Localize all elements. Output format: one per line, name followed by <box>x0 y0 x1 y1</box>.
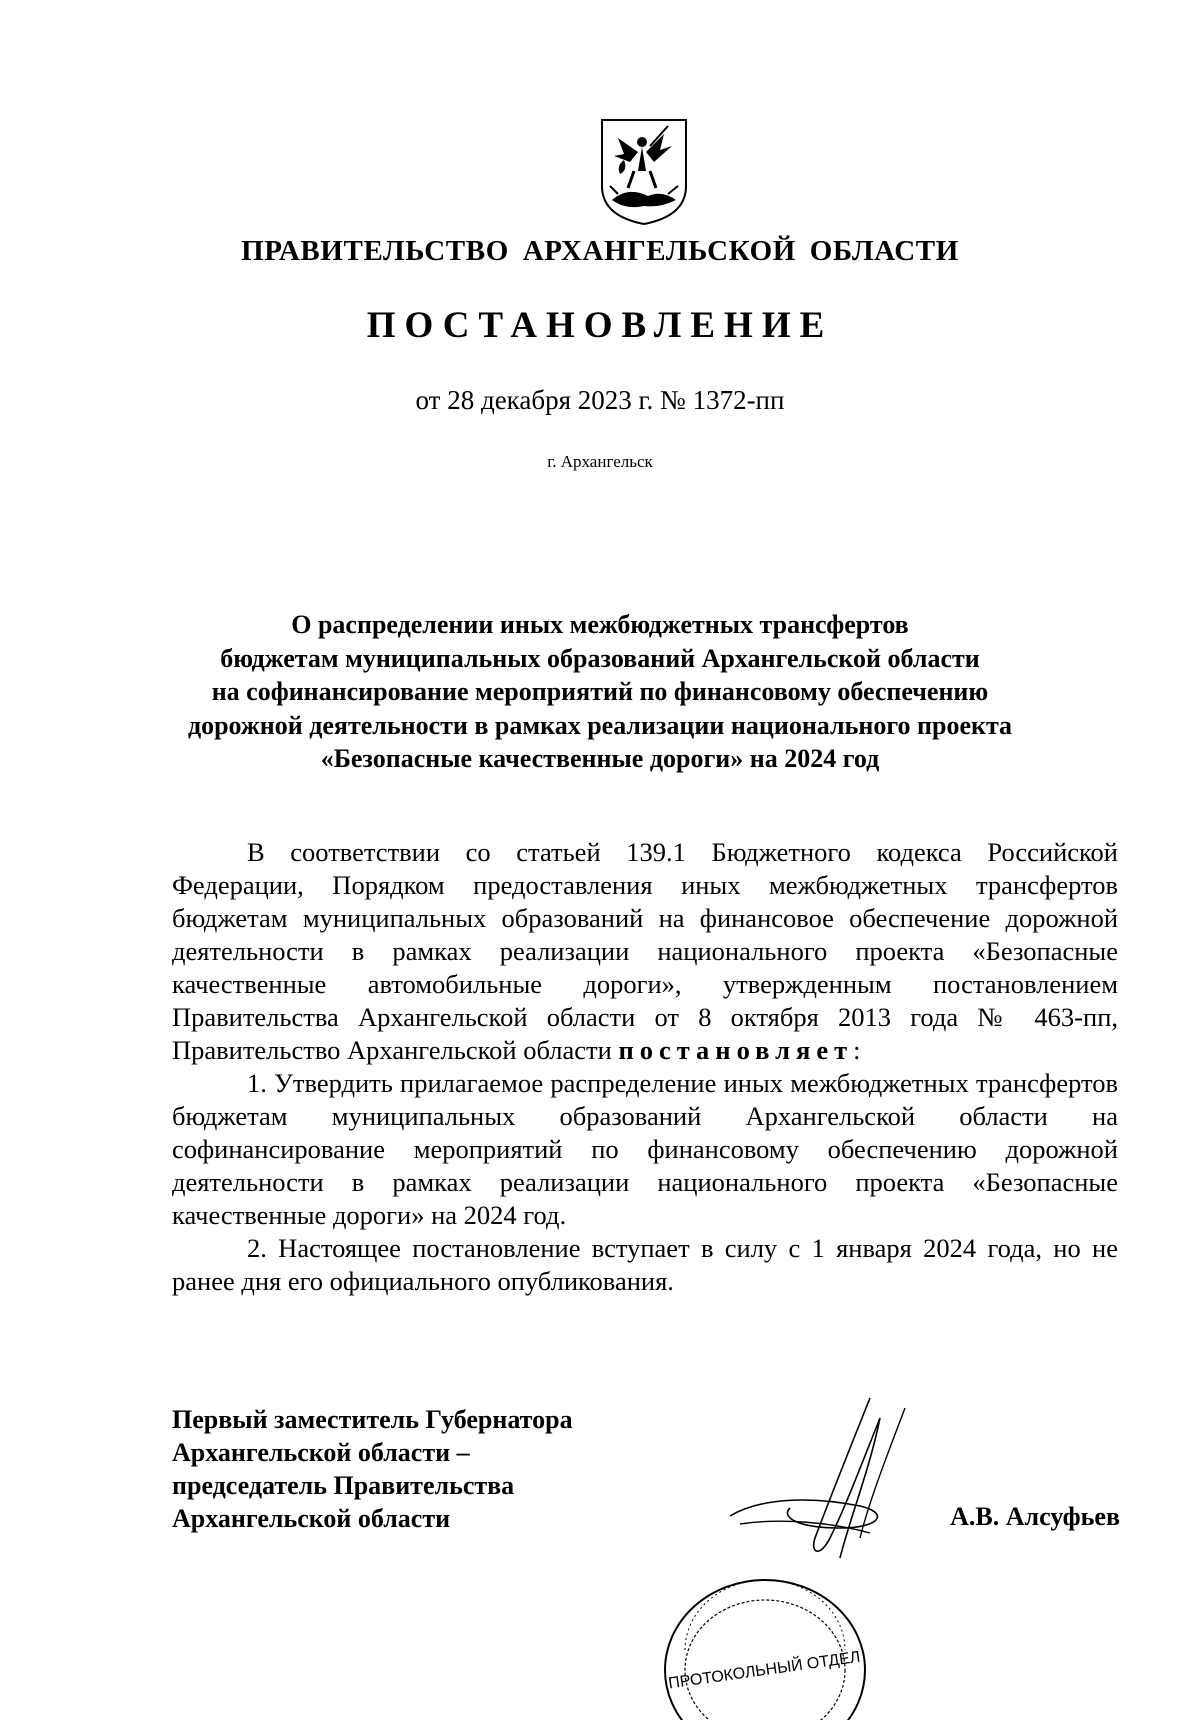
document-body <box>172 836 1118 1298</box>
coat-of-arms-emblem <box>598 116 690 228</box>
document-title <box>150 608 1050 776</box>
signer-position-line: Архангельской области <box>172 1504 451 1533</box>
document-city: г. Архангельск <box>547 452 653 471</box>
title-line: О распределении иных межбюджетных трансфертов <box>291 610 909 639</box>
organization-name: ПРАВИТЕЛЬСТВО АРХАНГЕЛЬСКОЙ ОБЛАСТИ <box>241 235 959 267</box>
resolves-colon: : <box>853 1035 861 1065</box>
signer-name: А.В. Алсуфьев <box>950 1502 1120 1531</box>
title-line: бюджетам муниципальных образований Архангельской области <box>220 643 980 673</box>
item-1-paragraph: 1. Утвердить прилагаемое распределение иных межбюджетных трансфертов бюджетам муниципальных образований Архангельской области на софинансирование мероприятий по финансовому обеспечению дорожной деятельности в рамках реализации национального проекта «Безопасные качественные дороги» на 2024 год. <box>172 1068 1118 1230</box>
signer-position-line: Первый заместитель Губернатора <box>172 1405 573 1434</box>
round-stamp <box>655 1560 875 1720</box>
resolves-keyword: постановляет <box>618 1035 854 1065</box>
stamp-text: ПРОТОКОЛЬНЫЙ ОТДЕЛ <box>667 1648 862 1693</box>
signer-position-line: председатель Правительства <box>172 1471 515 1500</box>
document-date-number: от 28 декабря 2023 г. № 1372-пп <box>415 385 785 415</box>
item-2-paragraph: 2. Настоящее постановление вступает в силу с 1 января 2024 года, но не ранее дня его официального опубликования. <box>172 1233 1118 1296</box>
preamble-text: В соответствии со статьей 139.1 Бюджетного кодекса Российской Федерации, Порядком предоставления иных межбюджетных трансфертов бюджетам муниципальных образований на финансовое обеспечение дорожной деятельности в рамках реализации национального проекта «Безопасные качественные автомобильные дороги», утвержденным постановлением Правительства Архангельской области от 8 октября 2013 года № 463-пп, Правительство Архангельской области <box>172 837 1118 1065</box>
handwritten-signature <box>720 1388 920 1578</box>
signer-position <box>172 1403 573 1535</box>
title-line: «Безопасные качественные дороги» на 2024 год <box>320 744 880 773</box>
signer-position-line: Архангельской области – <box>172 1438 470 1467</box>
title-line: дорожной деятельности в рамках реализации национального проекта <box>187 710 1013 740</box>
document-type: ПОСТАНОВЛЕНИЕ <box>366 305 834 346</box>
title-line: на софинансирование мероприятий по финансовому обеспечению <box>211 677 989 706</box>
preamble-paragraph <box>172 836 1118 1067</box>
